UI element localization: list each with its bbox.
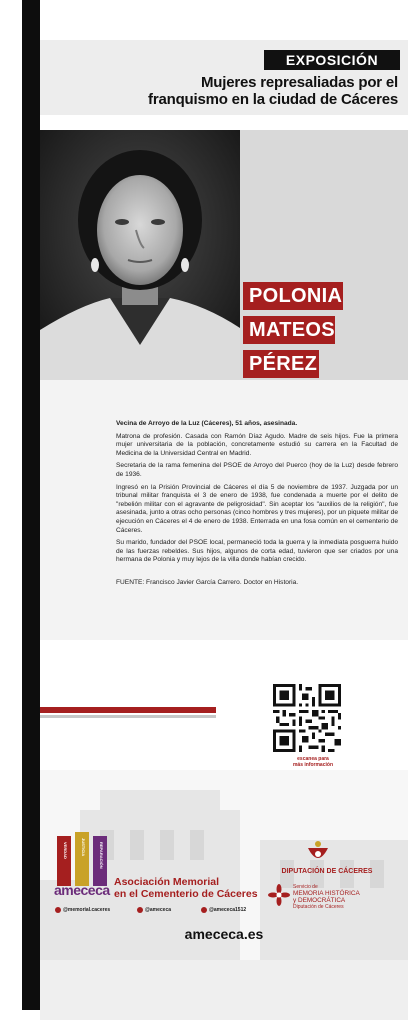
- social-handle: @memorial.caceres: [63, 907, 111, 913]
- portrait-photo: [40, 130, 240, 380]
- facebook-icon: [55, 907, 61, 913]
- memoria-service-text: [293, 884, 393, 910]
- social-twitter[interactable]: [137, 907, 171, 913]
- memoria-line-1: Servicio de: [293, 884, 318, 890]
- diputacion-name: DIPUTACIÓN DE CÁCERES: [281, 868, 373, 875]
- red-divider: [40, 707, 216, 713]
- memoria-line-4: Diputación de Cáceres: [293, 904, 344, 910]
- bar-word-verdad: VERDAD: [63, 842, 68, 859]
- left-black-bar: [22, 0, 40, 1010]
- amececa-logo-text: amececa: [54, 882, 110, 898]
- social-facebook[interactable]: [55, 907, 110, 913]
- exhibition-subtitle: [98, 74, 398, 108]
- bio-lead: Vecina de Arroyo de la Luz (Cáceres), 51 años, asesinada.: [116, 420, 298, 427]
- social-youtube[interactable]: [201, 907, 246, 913]
- subtitle-line-1: Mujeres represaliadas por el: [201, 74, 398, 91]
- name-line-2: MATEOS: [243, 316, 335, 344]
- name-line-1: POLONIA: [243, 282, 343, 310]
- association-name: [114, 876, 258, 900]
- bio-paragraph: Secretaria de la rama femenina del PSOE de Arroyo del Puerco (hoy de la Luz) desde febrero de 1936.: [116, 462, 398, 478]
- gray-divider: [40, 715, 216, 718]
- bar-word-justicia: JUSTICIA: [81, 838, 86, 857]
- bio-paragraph: Matrona de profesión. Casada con Ramón Díaz Agudo. Madre de seis hijos. Fue la primera mujer universitaria de la población, concretamente estudió su carrera en la Facultad de Medicina de la Universidad Central en Madrid.: [116, 432, 398, 457]
- bio-source: FUENTE: Francisco Javier García Carrero. Doctor en Historia.: [116, 578, 299, 586]
- name-line-3: PÉREZ: [243, 350, 319, 378]
- website-link[interactable]: amececa.es: [184, 926, 264, 942]
- qr-caption-line-1: escanea para: [297, 756, 329, 762]
- bio-paragraph: Su marido, fundador del PSOE local, permaneció toda la guerra y la inmediata posguerra huido de las fuerzas rebeldes. Sus hijos, algunos de corta edad, tuvieron que ser criados por una hermana de Polonia y muy lejos de la villa donde habían crecido.: [116, 539, 398, 564]
- subtitle-line-2: franquismo en la ciudad de Cáceres: [148, 91, 398, 108]
- association-line-2: en el Cementerio de Cáceres: [114, 888, 258, 900]
- youtube-icon: [201, 907, 207, 913]
- association-line-1: Asociación Memorial: [114, 876, 220, 888]
- exposicion-label: EXPOSICIÓN: [264, 50, 400, 70]
- memoria-line-2: MEMORIA HISTÓRICA: [293, 890, 360, 897]
- portrait-illustration: [40, 130, 240, 380]
- qr-caption-line-2: más información: [292, 762, 333, 768]
- qr-caption: [288, 756, 338, 768]
- qr-code[interactable]: [273, 684, 341, 752]
- memoria-flower-icon: [268, 884, 290, 906]
- memoria-line-3: y DEMOCRÁTICA: [293, 897, 346, 904]
- twitter-icon: [137, 907, 143, 913]
- bio-paragraph: Ingresó en la Prisión Provincial de Cáceres el día 5 de noviembre de 1937. Juzgada por un tribunal militar franquista el 3 de enero de 1938, fue condenada a muerte por el delito de "rebelión militar con el agravante de peligrosidad". Sin aceptar los "auxilios de la religión", fue asesinada, junto a otras ocho personas (cinco hombres y tres mujeres), por un piquete militar de ejecución en Cáceres el 4 de enero de 1938. Enterrada en una fosa común en el cementerio de Cáceres.: [116, 483, 398, 534]
- biography: [116, 420, 398, 592]
- bar-word-reparacion: REPARACIÓN: [99, 842, 104, 869]
- social-handle: @amececa: [145, 907, 172, 913]
- social-handle: @amececa1512: [209, 907, 247, 913]
- diputacion-crest-icon: [303, 838, 333, 868]
